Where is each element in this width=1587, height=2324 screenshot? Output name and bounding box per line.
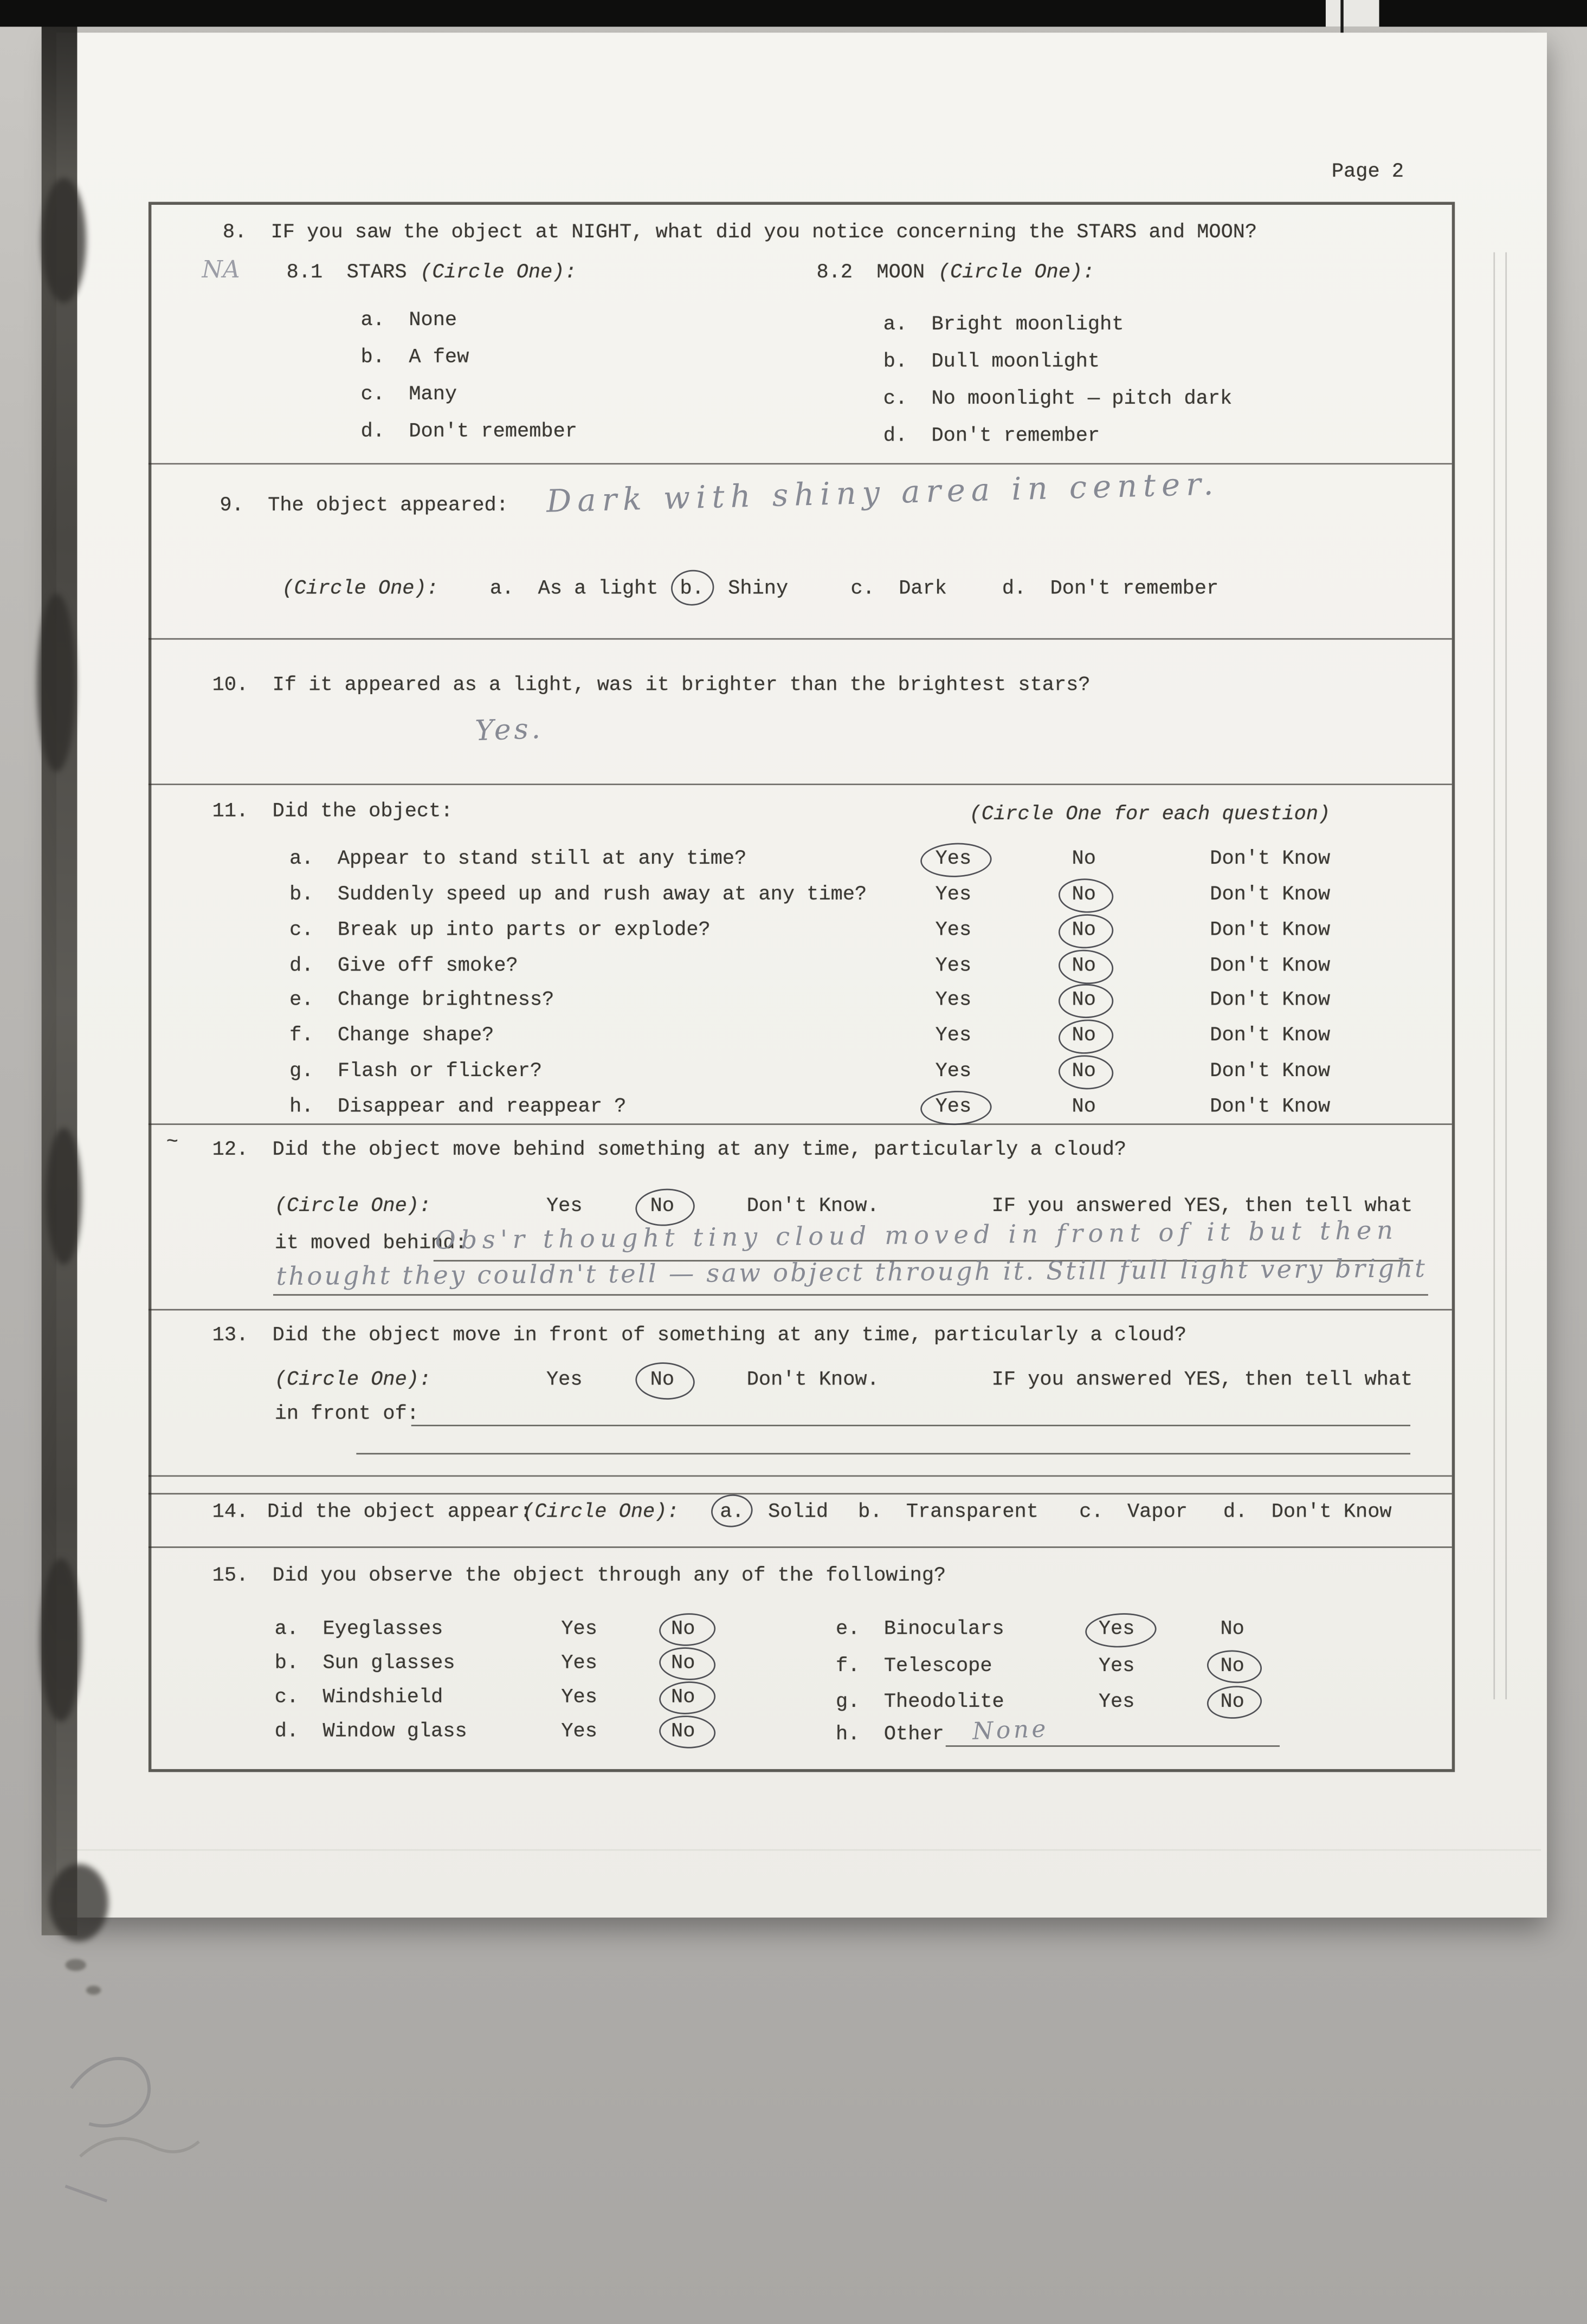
stars-circle-one-label: (Circle One):: [420, 262, 577, 285]
q15-no: No: [671, 1721, 695, 1744]
q11-dont-know: Don't Know: [1210, 1061, 1331, 1084]
paper-crease-line: [1493, 253, 1495, 1700]
q13-if-yes-note: IF you answered YES, then tell what: [991, 1370, 1413, 1393]
paper-crease-line: [1505, 253, 1507, 1700]
q15-yes: Yes: [561, 1721, 597, 1744]
moon-heading: [816, 263, 1094, 286]
question-14: Did the object appear:: [267, 1501, 532, 1524]
stars-option: b. A few: [360, 347, 469, 370]
question-12: 12. Did the object move behind something at any time, particularly a cloud?: [212, 1140, 1127, 1162]
handwritten-answer-12-line1: Obs'r thought tiny cloud moved in front of it but then: [435, 1216, 1398, 1257]
section-divider: [149, 463, 1452, 465]
q11-row-question: e. Change brightness?: [289, 989, 554, 1012]
moon-option: c. No moonlight — pitch dark: [883, 389, 1233, 411]
q11-dont-know: Don't Know: [1210, 989, 1331, 1012]
scan-blotch: [49, 1864, 108, 1941]
moon-circle-one-label: (Circle One):: [938, 262, 1095, 285]
question-8: 8. IF you saw the object at NIGHT, what did you notice concerning the STARS and MOON?: [222, 222, 1257, 245]
q11-no: No: [1072, 920, 1096, 943]
q11-yes: Yes: [935, 1025, 972, 1048]
answer-line: [273, 1294, 1428, 1296]
q11-row-question: a. Appear to stand still at any time?: [289, 849, 747, 871]
scan-blotch: [37, 594, 75, 772]
moon-heading-label: 8.2 MOON: [816, 262, 925, 285]
form-border-box: [149, 202, 1455, 1772]
scan-smudge: [86, 1986, 101, 1995]
q15-no: No: [671, 1653, 695, 1676]
q11-row-question: h. Disappear and reappear ?: [289, 1097, 627, 1119]
paper-crease-line: [62, 1849, 1541, 1851]
stars-option: d. Don't remember: [360, 421, 578, 444]
q12-yes: Yes: [546, 1196, 583, 1219]
in-front-of-label: in front of:: [274, 1404, 419, 1427]
q15-yes: Yes: [1098, 1656, 1135, 1679]
q15-item: c. Windshield: [274, 1687, 443, 1710]
option-dont-know: d. Don't Know: [1223, 1501, 1392, 1524]
q11-dont-know: Don't Know: [1210, 1097, 1331, 1119]
q11-yes: Yes: [935, 884, 972, 907]
question-14-number: 14.: [212, 1501, 249, 1524]
handwritten-answer-10: Yes.: [474, 713, 544, 748]
question-9: 9. The object appeared:: [220, 495, 508, 518]
q12-if-yes-note: IF you answered YES, then tell what: [991, 1196, 1413, 1219]
circle-one-label: (Circle One):: [274, 1196, 431, 1219]
q11-dont-know: Don't Know: [1210, 955, 1331, 979]
circle-one-each-note: (Circle One for each question): [969, 804, 1331, 827]
option-solid: a. Solid: [720, 1501, 829, 1524]
other-answer-line: [946, 1745, 1280, 1747]
scan-top-mark: [1340, 0, 1343, 33]
q15-item: a. Eyeglasses: [274, 1619, 443, 1642]
q11-no: No: [1072, 1025, 1096, 1048]
q11-no: No: [1072, 884, 1096, 907]
q11-no: No: [1072, 989, 1096, 1012]
circle-one-label: (Circle One):: [522, 1501, 679, 1524]
q11-row-question: g. Flash or flicker?: [289, 1061, 543, 1084]
q15-yes: Yes: [561, 1619, 597, 1642]
scan-blotch: [40, 1558, 82, 1721]
q13-yes: Yes: [546, 1370, 583, 1393]
q15-yes: Yes: [561, 1687, 597, 1710]
stars-heading: [287, 263, 577, 286]
handwritten-answer-12-line2: thought they couldn't tell — saw object through it. Still full light very bright: [276, 1254, 1428, 1292]
q15-no: No: [1220, 1692, 1244, 1714]
scan-top-gap: [1326, 0, 1379, 27]
moved-behind-label: it moved behind:: [274, 1233, 467, 1256]
q12-dont-know: Don't Know.: [746, 1196, 879, 1219]
section-divider: [149, 784, 1452, 785]
q11-dont-know: Don't Know: [1210, 849, 1331, 871]
moon-option: b. Dull moonlight: [883, 352, 1100, 374]
margin-stray-mark: ~: [166, 1132, 178, 1155]
q11-dont-know: Don't Know: [1210, 1025, 1331, 1048]
q11-yes: Yes: [935, 955, 972, 979]
section-divider: [149, 1309, 1452, 1311]
q15-no: No: [671, 1619, 695, 1642]
q11-yes: Yes: [935, 849, 972, 871]
circle-one-label: (Circle One):: [282, 579, 438, 601]
stars-heading-label: 8.1 STARS: [286, 262, 407, 285]
q11-no: No: [1072, 1061, 1096, 1084]
scan-blotch: [42, 178, 86, 303]
q15-no: No: [1220, 1619, 1244, 1642]
option-shiny: b. Shiny: [680, 579, 789, 601]
circle-one-label: (Circle One):: [274, 1370, 431, 1393]
q11-no: No: [1072, 1097, 1096, 1119]
page-number: Page 2: [1331, 161, 1404, 184]
moon-option: a. Bright moonlight: [883, 314, 1124, 337]
pencil-scribble-marks: [56, 2041, 264, 2219]
q12-no: No: [650, 1196, 675, 1219]
q15-item: d. Window glass: [274, 1721, 467, 1744]
section-divider: [149, 1493, 1452, 1494]
section-divider: [149, 1546, 1452, 1548]
section-divider: [149, 1475, 1452, 1477]
q11-row-question: d. Give off smoke?: [289, 955, 518, 979]
q15-item: f. Telescope: [836, 1656, 992, 1679]
option-dont-remember: d. Don't remember: [1002, 579, 1219, 601]
question-15: 15. Did you observe the object through any of the following?: [212, 1565, 946, 1588]
q11-no: No: [1072, 955, 1096, 979]
q15-yes: Yes: [1098, 1619, 1135, 1642]
q11-dont-know: Don't Know: [1210, 920, 1331, 943]
option-transparent: b. Transparent: [858, 1501, 1039, 1524]
section-divider: [149, 638, 1452, 640]
q11-yes: Yes: [935, 989, 972, 1012]
handwritten-answer-9: Dark with shiny area in center.: [546, 466, 1220, 520]
q11-yes: Yes: [935, 920, 972, 943]
q15-no: No: [671, 1687, 695, 1710]
q11-dont-know: Don't Know: [1210, 884, 1331, 907]
stars-option: c. Many: [360, 384, 457, 407]
circled-mark-no: [1059, 984, 1113, 1018]
q11-row-question: c. Break up into parts or explode?: [289, 920, 711, 943]
stars-option: a. None: [360, 310, 457, 333]
q11-yes: Yes: [935, 1061, 972, 1084]
option-dark: c. Dark: [850, 579, 947, 601]
q11-no: No: [1072, 849, 1096, 871]
q11-yes: Yes: [935, 1097, 972, 1119]
q15-yes: Yes: [561, 1653, 597, 1676]
option-as-a-light: a. As a light: [489, 579, 659, 601]
handwritten-other-answer: None: [972, 1714, 1049, 1745]
q15-yes: Yes: [1098, 1692, 1135, 1714]
q13-no: No: [650, 1370, 675, 1393]
q11-row-question: f. Change shape?: [289, 1025, 494, 1048]
handwritten-na: NA: [202, 255, 240, 284]
question-13: 13. Did the object move in front of something at any time, particularly a cloud?: [212, 1325, 1187, 1348]
scan-smudge: [66, 1959, 86, 1971]
question-10: 10. If it appeared as a light, was it brighter than the brightest stars?: [212, 675, 1091, 698]
q15-item: e. Binoculars: [836, 1619, 1004, 1642]
answer-line: [411, 1425, 1410, 1426]
q15-item: g. Theodolite: [836, 1692, 1004, 1714]
q15-item: b. Sun glasses: [274, 1653, 455, 1676]
scan-blotch: [46, 1128, 82, 1265]
q13-dont-know: Don't Know.: [746, 1370, 879, 1393]
question-11: 11. Did the object:: [212, 801, 453, 824]
answer-line: [356, 1453, 1410, 1454]
option-vapor: c. Vapor: [1079, 1501, 1188, 1524]
moon-option: d. Don't remember: [883, 426, 1100, 449]
q15-no: No: [1220, 1656, 1244, 1679]
q11-row-question: b. Suddenly speed up and rush away at any time?: [289, 884, 867, 907]
section-divider: [149, 1123, 1452, 1125]
q15-item-other: h. Other: [836, 1724, 944, 1747]
